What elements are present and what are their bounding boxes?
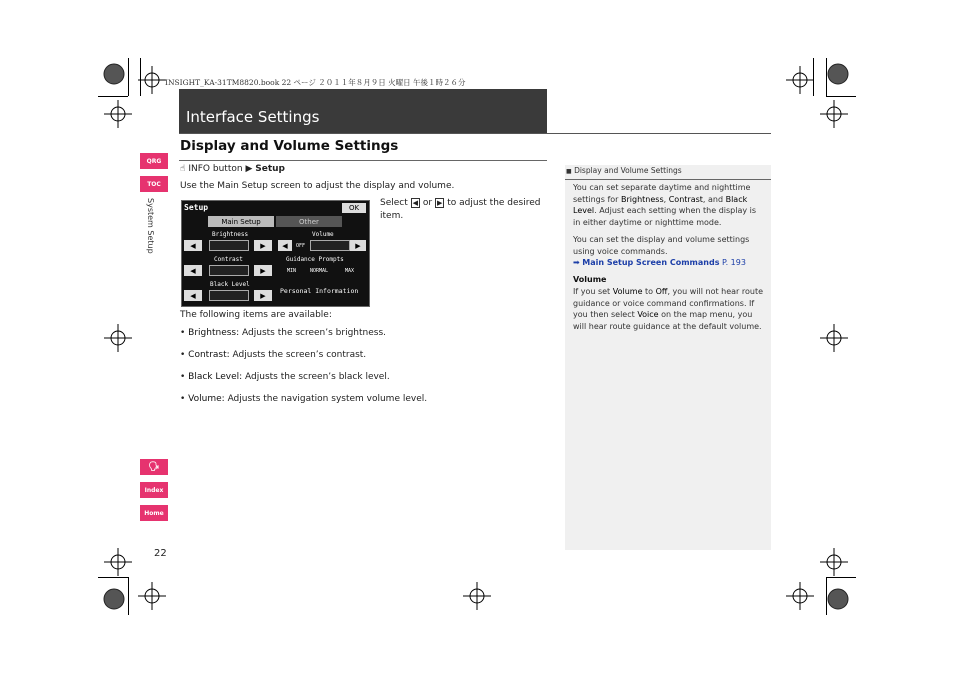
setup-screen-image xyxy=(181,200,370,307)
toc-button[interactable]: TOC xyxy=(140,176,168,192)
voice-icon: 🗣 xyxy=(148,462,160,472)
list-item: • Volume: Adjusts the navigation system volume level. xyxy=(180,394,428,404)
panel-title xyxy=(566,166,682,175)
right-arrow-icon: ▶ xyxy=(350,240,366,251)
right-arrow-icon: ▶ xyxy=(254,265,272,276)
left-arrow-icon: ◀ xyxy=(184,265,202,276)
p1-a: You can set separate daytime and nighttime settings for xyxy=(573,183,751,204)
left-arrow-icon: ◀ xyxy=(184,240,202,251)
panel-paragraph xyxy=(573,234,765,269)
link-page[interactable]: P. 193 xyxy=(722,258,746,267)
screen-contrast-label: Contrast xyxy=(214,256,243,263)
screen-personal-info: Personal Information xyxy=(280,287,359,295)
left-arrow-icon: ◀ xyxy=(278,240,292,251)
screen-slider xyxy=(209,290,249,301)
right-arrow-icon: ▶ xyxy=(437,199,443,207)
nav-prefix: INFO button xyxy=(188,164,243,174)
volume-paragraph xyxy=(573,286,765,332)
main-setup-link[interactable]: Main Setup Screen Commands xyxy=(582,258,720,267)
vol-voice: Voice xyxy=(637,310,659,319)
section-heading: Display and Volume Settings xyxy=(180,138,399,154)
p1-brightness: Brightness xyxy=(621,194,664,204)
link-icon: ➡ xyxy=(573,258,580,267)
panel-paragraph: You can set separate daytime and nighttime settings for Brightness, Contrast, and Black Level. Adjust each setting when the display is in either daytime or nighttime mode. xyxy=(573,183,757,227)
item-term: Brightness: xyxy=(188,328,240,338)
page-number: 22 xyxy=(154,548,167,559)
p2: You can set the display and volume settings using voice commands. xyxy=(573,235,750,256)
right-arrow-icon: ▶ xyxy=(254,240,272,251)
right-arrow-icon: ▶ xyxy=(254,290,272,301)
items-intro: The following items are available: xyxy=(180,310,332,320)
screen-max: MAX xyxy=(345,268,355,274)
screen-normal: NORMAL xyxy=(310,268,329,274)
select-or: or xyxy=(422,198,433,208)
volume-heading: Volume xyxy=(573,275,607,284)
vol-to: to xyxy=(645,287,654,296)
vol-a: If you set xyxy=(573,287,611,296)
p1-b: . Adjust each setting when the display is in either daytime or nighttime mode. xyxy=(573,206,757,227)
vol-volume: Volume xyxy=(612,287,643,296)
item-desc: Adjusts the screen’s contrast. xyxy=(232,350,367,360)
vol-off: Off xyxy=(655,287,668,296)
navigation-path xyxy=(180,164,285,174)
item-desc: Adjusts the navigation system volume level. xyxy=(227,394,428,404)
screen-guidance-label: Guidance Prompts xyxy=(286,256,344,263)
screen-min: MIN xyxy=(287,268,297,274)
arrow-icon: ▶ xyxy=(245,164,253,174)
select-post: to adjust the desired item. xyxy=(380,198,541,221)
intro-text: Use the Main Setup screen to adjust the display and volume. xyxy=(180,181,455,191)
item-term: Contrast: xyxy=(188,350,230,360)
left-arrow-icon: ◀ xyxy=(412,199,419,207)
screen-tab-main: Main Setup xyxy=(208,216,274,227)
p1-black: Black Level xyxy=(573,194,748,215)
divider xyxy=(179,160,547,161)
banner-title: Interface Settings xyxy=(186,108,320,126)
panel-head-text: Display and Volume Settings xyxy=(574,166,682,175)
hand-icon: ☝ xyxy=(180,164,186,174)
screen-tab-other: Other xyxy=(276,216,342,227)
list-item: • Black Level: Adjusts the screen’s black level. xyxy=(180,372,390,382)
print-header: INSIGHT_KA-31TM8820.book 22 ページ ２０１１年８月９日 火曜日 午後１時２６分 xyxy=(165,78,466,87)
select-pre: Select xyxy=(380,198,408,208)
screen-slider xyxy=(310,240,350,251)
select-instructions xyxy=(380,197,548,223)
item-term: Black Level: xyxy=(188,372,243,382)
screen-off-label: OFF xyxy=(296,243,306,249)
item-desc: Adjusts the screen’s black level. xyxy=(245,372,390,382)
screen-brightness-label: Brightness xyxy=(212,231,249,238)
note-icon: ■ xyxy=(566,168,572,175)
screen-slider xyxy=(209,265,249,276)
screen-slider xyxy=(209,240,249,251)
screen-volume-label: Volume xyxy=(312,231,334,238)
section-label: System Setup xyxy=(146,198,155,254)
list-item: • Contrast: Adjusts the screen’s contrast. xyxy=(180,350,367,360)
item-desc: Adjusts the screen’s brightness. xyxy=(242,328,387,338)
screen-black-level-label: Black Level xyxy=(210,281,250,288)
divider xyxy=(179,133,771,134)
vol-c: on the map menu, you will hear route guidance at the default volume. xyxy=(573,310,762,331)
qrg-button[interactable]: QRG xyxy=(140,153,168,169)
index-button[interactable]: Index xyxy=(140,482,168,498)
p1-and: , and xyxy=(702,194,724,204)
home-button[interactable]: Home xyxy=(140,505,168,521)
vol-b: , you will not hear route guidance or voice command confirmations. If you then select xyxy=(573,287,764,319)
nav-target: Setup xyxy=(255,164,285,174)
left-arrow-icon: ◀ xyxy=(184,290,202,301)
item-term: Volume: xyxy=(188,394,225,404)
screen-ok-button: OK xyxy=(342,203,366,213)
voice-command-button[interactable] xyxy=(140,459,168,475)
screen-title: Setup xyxy=(184,203,209,212)
list-item: • Brightness: Adjusts the screen’s brightness. xyxy=(180,328,387,338)
p1-contrast: Contrast xyxy=(668,194,703,204)
